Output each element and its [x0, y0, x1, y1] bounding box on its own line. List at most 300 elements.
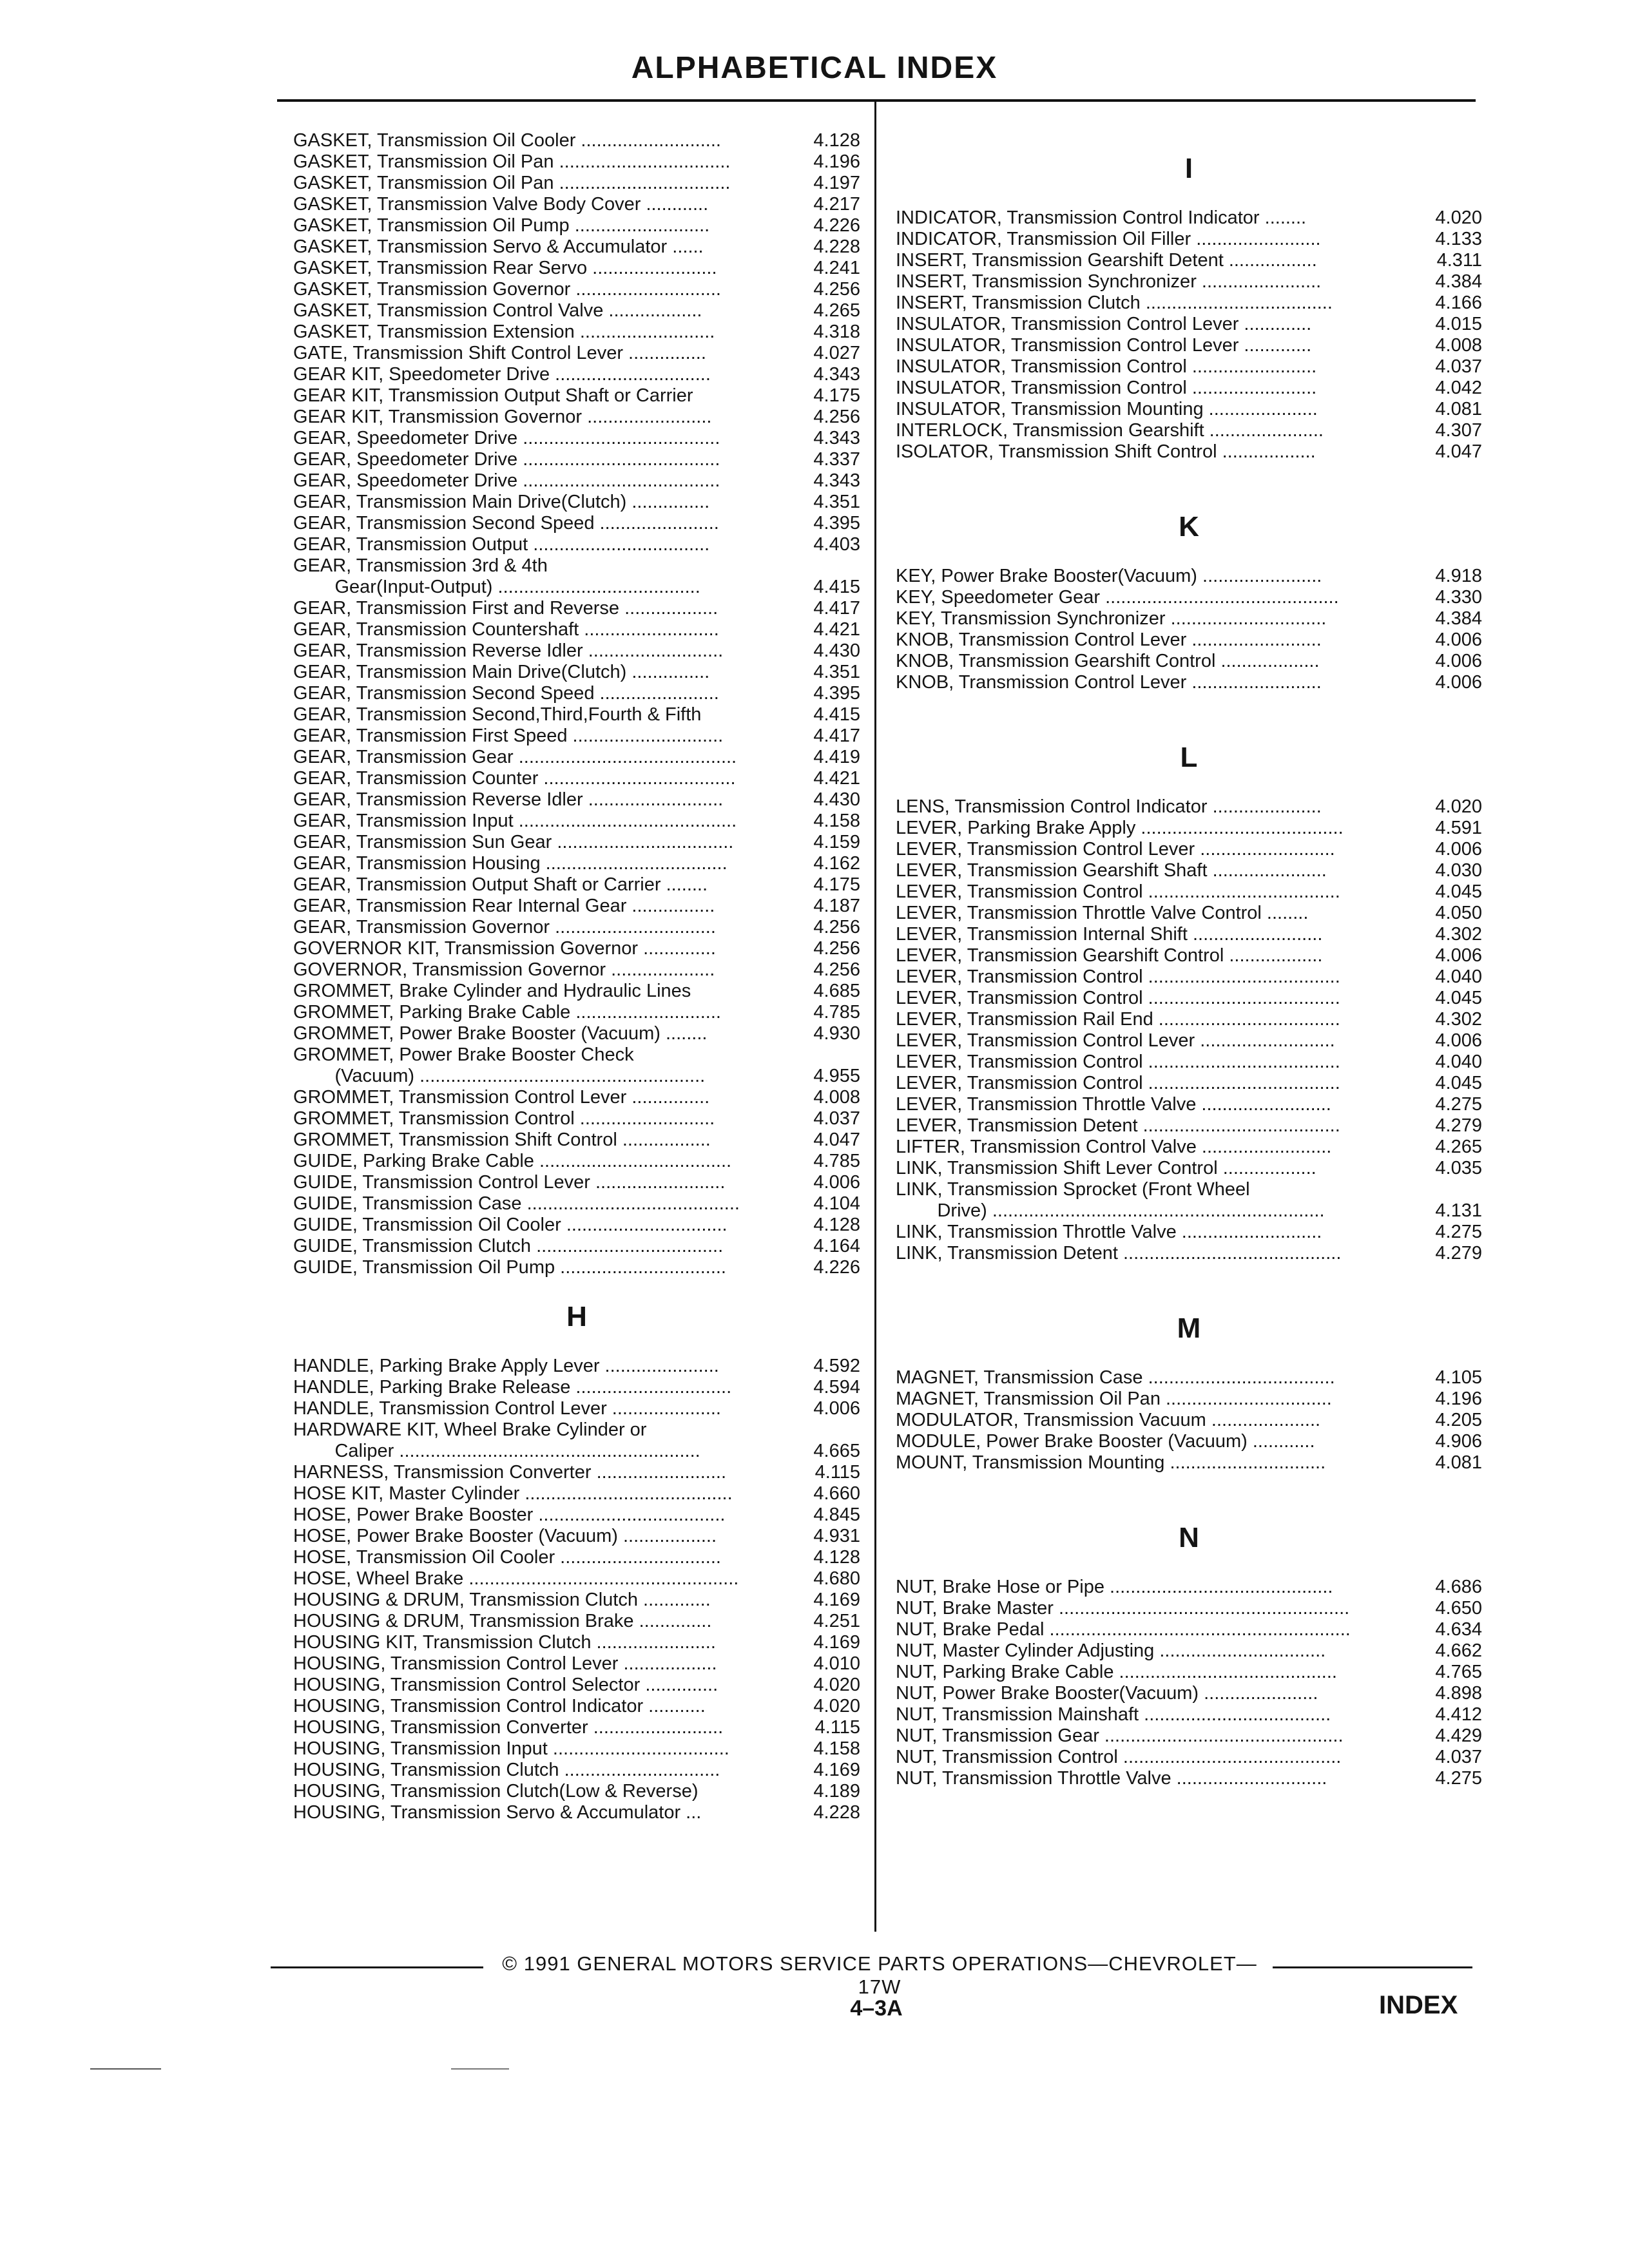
entry-text: GOVERNOR, Transmission Governor .................... [293, 959, 715, 980]
index-entry [896, 924, 1482, 945]
index-entry [896, 1683, 1482, 1704]
entry-page-ref: 4.175 [813, 385, 860, 406]
entry-page-ref: 4.020 [813, 1696, 860, 1716]
entry-text: NUT, Parking Brake Cable .......................................... [896, 1662, 1337, 1682]
index-entry [293, 1151, 860, 1172]
entry-page-ref: 4.275 [1435, 1094, 1482, 1115]
entry-page-ref: 4.419 [813, 747, 860, 767]
entry-page-ref: 4.931 [813, 1526, 860, 1546]
entry-page-ref: 4.660 [813, 1483, 860, 1504]
entry-page-ref: 4.665 [813, 1441, 860, 1461]
entry-text: KEY, Transmission Synchronizer .............................. [896, 608, 1327, 629]
entry-text: GEAR, Transmission Housing ................................... [293, 853, 728, 874]
entry-text: INSULATOR, Transmission Control Lever ............. [896, 314, 1312, 334]
section-k-entries [896, 566, 1482, 693]
index-entry [293, 789, 860, 811]
entry-text: GOVERNOR KIT, Transmission Governor .............. [293, 938, 716, 959]
entry-page-ref: 4.047 [813, 1129, 860, 1150]
index-entry [896, 1619, 1482, 1640]
section-m-entries [896, 1367, 1482, 1474]
index-entry [293, 1802, 860, 1823]
entry-text: GEAR, Transmission Counter ..................................... [293, 768, 736, 789]
entry-page-ref: 4.251 [813, 1611, 860, 1631]
entry-page-ref: 4.187 [813, 896, 860, 916]
index-entry [896, 587, 1482, 608]
entry-text: LEVER, Transmission Rail End ................................... [896, 1009, 1340, 1030]
entry-page-ref: 4.035 [1435, 1158, 1482, 1178]
entry-text: GEAR KIT, Transmission Governor ........................ [293, 407, 712, 427]
index-entry [293, 1257, 860, 1278]
entry-page-ref: 4.196 [813, 151, 860, 172]
index-entry [293, 917, 860, 938]
index-entry [293, 236, 860, 258]
entry-text: GEAR, Speedometer Drive ...................................... [293, 470, 720, 491]
entry-text: HOUSING KIT, Transmission Clutch ....................... [293, 1632, 716, 1653]
entry-text: GUIDE, Transmission Case ......................................... [293, 1193, 740, 1214]
entry-text: LEVER, Transmission Control Lever .......................... [896, 1030, 1335, 1051]
index-entry [293, 1087, 860, 1108]
entry-text: LEVER, Transmission Control Lever .......................... [896, 839, 1335, 860]
index-entry [896, 420, 1482, 441]
entry-text: HOUSING, Transmission Control Selector .............. [293, 1675, 718, 1695]
entry-page-ref: 4.128 [813, 1215, 860, 1235]
index-entry [896, 1179, 1482, 1200]
index-entry [896, 441, 1482, 463]
index-entry [293, 513, 860, 534]
index-entry [896, 1200, 1482, 1222]
index-entry [293, 1568, 860, 1590]
entry-text: GEAR, Transmission Output .................................. [293, 534, 710, 555]
entry-page-ref: 4.105 [1435, 1367, 1482, 1388]
page-number: 4–3A [850, 1996, 903, 2021]
index-entry [293, 1547, 860, 1568]
entry-text: MAGNET, Transmission Case .................................... [896, 1367, 1335, 1388]
entry-page-ref: 4.785 [813, 1151, 860, 1171]
section-n-entries [896, 1577, 1482, 1789]
index-entry [896, 1243, 1482, 1264]
entry-page-ref: 4.175 [813, 874, 860, 895]
entry-page-ref: 4.417 [813, 598, 860, 619]
entry-text: GEAR, Transmission Gear .......................................... [293, 747, 737, 767]
entry-page-ref: 4.256 [813, 407, 860, 427]
entry-page-ref: 4.010 [813, 1653, 860, 1674]
entry-text: LEVER, Transmission Detent ...................................... [896, 1115, 1340, 1136]
entry-text: GASKET, Transmission Governor ............................ [293, 279, 721, 300]
entry-text: GROMMET, Power Brake Booster (Vacuum) ........ [293, 1023, 708, 1044]
entry-text: LEVER, Transmission Control ..................................... [896, 966, 1340, 987]
entry-page-ref: 4.045 [1435, 881, 1482, 902]
index-entry [293, 343, 860, 364]
entry-page-ref: 4.330 [1435, 587, 1482, 608]
entry-text: HOUSING, Transmission Clutch(Low & Reverse) [293, 1781, 699, 1802]
index-entry [896, 881, 1482, 903]
index-entry [293, 322, 860, 343]
scan-mark [451, 2068, 509, 2070]
entry-text: HOUSING, Transmission Converter ......................... [293, 1717, 724, 1738]
index-entry [896, 903, 1482, 924]
index-entry [293, 1483, 860, 1504]
entry-page-ref: 4.226 [813, 1257, 860, 1278]
index-entry [293, 1002, 860, 1023]
entry-text: NUT, Brake Master ........................................................ [896, 1598, 1350, 1619]
entry-page-ref: 4.020 [1435, 796, 1482, 817]
index-entry [896, 818, 1482, 839]
entry-page-ref: 4.311 [1436, 250, 1482, 271]
index-entry [293, 981, 860, 1002]
entry-text: LEVER, Transmission Throttle Valve Control ........ [896, 903, 1309, 923]
entry-text: HOUSING, Transmission Servo & Accumulator ... [293, 1802, 702, 1823]
entry-text: INDICATOR, Transmission Oil Filler ........................ [896, 229, 1321, 249]
index-entry [896, 839, 1482, 860]
index-entry [896, 608, 1482, 629]
entry-text: LEVER, Transmission Internal Shift ......................... [896, 924, 1323, 945]
index-entry [293, 407, 860, 428]
entry-text: GEAR, Transmission Countershaft .......................... [293, 619, 719, 640]
entry-page-ref: 4.785 [813, 1002, 860, 1023]
index-entry [293, 768, 860, 789]
index-entry [293, 1781, 860, 1802]
entry-page-ref: 4.256 [813, 279, 860, 300]
index-entry [293, 449, 860, 470]
entry-text: GASKET, Transmission Servo & Accumulator ...... [293, 236, 704, 257]
entry-page-ref: 4.384 [1435, 271, 1482, 292]
index-entry [896, 672, 1482, 693]
section-letter-h: H [566, 1301, 587, 1332]
entry-page-ref: 4.845 [813, 1504, 860, 1525]
entry-text: LEVER, Transmission Control ..................................... [896, 1073, 1340, 1093]
section-gap [896, 463, 1482, 488]
index-entry [293, 130, 860, 151]
index-entry [896, 1367, 1482, 1389]
entry-text: MODULE, Power Brake Booster (Vacuum) ............ [896, 1431, 1315, 1452]
entry-page-ref: 4.006 [1435, 945, 1482, 966]
entry-page-ref: 4.169 [813, 1760, 860, 1780]
index-entry [293, 1738, 860, 1760]
entry-text: HARNESS, Transmission Converter ......................... [293, 1462, 727, 1483]
entry-text: GEAR KIT, Speedometer Drive .............................. [293, 364, 711, 385]
left-entries [293, 130, 860, 1278]
entry-page-ref: 4.384 [1435, 608, 1482, 629]
index-entry [293, 1653, 860, 1675]
section-letter-l: L [1180, 742, 1198, 773]
entry-page-ref: 4.415 [813, 577, 860, 597]
entry-page-ref: 4.275 [1435, 1768, 1482, 1789]
entry-text: LEVER, Parking Brake Apply ....................................... [896, 818, 1344, 838]
index-entry [293, 853, 860, 874]
index-entry [896, 1009, 1482, 1030]
index-entry [293, 726, 860, 747]
entry-page-ref: 4.279 [1435, 1243, 1482, 1264]
entry-text: NUT, Brake Hose or Pipe ........................................... [896, 1577, 1333, 1597]
entry-text: GEAR, Transmission Reverse Idler .......................... [293, 640, 724, 661]
entry-text: GEAR, Transmission Second Speed ....................... [293, 683, 719, 704]
index-entry [896, 1577, 1482, 1598]
entry-page-ref: 4.765 [1435, 1662, 1482, 1682]
entry-page-ref: 4.337 [813, 449, 860, 470]
entry-page-ref: 4.228 [813, 1802, 860, 1823]
entry-text: HARDWARE KIT, Wheel Brake Cylinder or [293, 1419, 647, 1440]
section-letter-n: N [1179, 1522, 1199, 1553]
entry-text: NUT, Master Cylinder Adjusting ................................ [896, 1640, 1326, 1661]
index-entry [896, 293, 1482, 314]
index-entry [293, 173, 860, 194]
entry-page-ref: 4.241 [813, 258, 860, 278]
entry-text: LEVER, Transmission Control ..................................... [896, 1052, 1340, 1072]
index-entry [293, 364, 860, 385]
entry-text: HOSE, Transmission Oil Cooler ............................... [293, 1547, 721, 1568]
index-entry [896, 1640, 1482, 1662]
entry-text: NUT, Brake Pedal .......................................................... [896, 1619, 1351, 1640]
entry-text: (Vacuum) ....................................................... [293, 1066, 706, 1086]
entry-page-ref: 4.594 [813, 1377, 860, 1398]
index-entry [293, 1419, 860, 1441]
entry-text: GASKET, Transmission Oil Cooler ........................... [293, 130, 721, 151]
index-entry [293, 1023, 860, 1044]
entry-page-ref: 4.162 [813, 853, 860, 874]
entry-text: HANDLE, Transmission Control Lever ..................... [293, 1398, 721, 1419]
entry-page-ref: 4.686 [1435, 1577, 1482, 1597]
index-entry [293, 1066, 860, 1087]
entry-page-ref: 4.421 [813, 768, 860, 789]
entry-page-ref: 4.430 [813, 640, 860, 661]
entry-text: GEAR, Transmission Governor ............................... [293, 917, 716, 937]
index-entry [896, 1094, 1482, 1115]
entry-text: INSULATOR, Transmission Control Lever ............. [896, 335, 1312, 356]
entry-text: LEVER, Transmission Gearshift Control .................. [896, 945, 1323, 966]
index-entry [896, 1598, 1482, 1619]
entry-text: HOSE KIT, Master Cylinder ........................................ [293, 1483, 733, 1504]
index-entry [293, 1356, 860, 1377]
index-entry [293, 1172, 860, 1193]
entry-text: GASKET, Transmission Rear Servo ........................ [293, 258, 717, 278]
index-entry [896, 399, 1482, 420]
entry-text: GUIDE, Transmission Clutch .................................... [293, 1236, 724, 1256]
entry-text: HOSE, Wheel Brake .................................................... [293, 1568, 739, 1589]
entry-text: LINK, Transmission Detent .......................................... [896, 1243, 1342, 1264]
index-entry [293, 492, 860, 513]
entry-page-ref: 4.256 [813, 959, 860, 980]
entry-text: LEVER, Transmission Control ..................................... [896, 988, 1340, 1008]
entry-text: Drive) ................................................................ [896, 1200, 1325, 1221]
entry-text: GEAR KIT, Transmission Output Shaft or Carrier [293, 385, 693, 406]
entry-page-ref: 4.006 [1435, 651, 1482, 671]
entry-page-ref: 4.318 [813, 322, 860, 342]
entry-page-ref: 4.256 [813, 938, 860, 959]
entry-page-ref: 4.591 [1435, 818, 1482, 838]
entry-page-ref: 4.008 [813, 1087, 860, 1108]
entry-page-ref: 4.918 [1435, 566, 1482, 586]
entry-page-ref: 4.037 [1435, 1747, 1482, 1767]
index-entry [896, 1768, 1482, 1789]
entry-page-ref: 4.217 [813, 194, 860, 215]
entry-page-ref: 4.081 [1435, 1452, 1482, 1473]
entry-page-ref: 4.006 [813, 1398, 860, 1419]
entry-text: KEY, Speedometer Gear ............................................. [896, 587, 1339, 608]
entry-page-ref: 4.030 [1435, 860, 1482, 881]
entry-text: GASKET, Transmission Oil Pan ................................. [293, 173, 731, 193]
index-entry [293, 747, 860, 768]
index-entry [896, 1389, 1482, 1410]
entry-text: GROMMET, Transmission Control .......................... [293, 1108, 715, 1129]
entry-text: GEAR, Speedometer Drive ...................................... [293, 428, 720, 448]
entry-page-ref: 4.279 [1435, 1115, 1482, 1136]
entry-page-ref: 4.006 [1435, 629, 1482, 650]
entry-page-ref: 4.343 [813, 364, 860, 385]
section-gap [896, 1474, 1482, 1499]
entry-text: Caliper .......................................................... [293, 1441, 700, 1461]
index-entry [293, 832, 860, 853]
index-entry [293, 215, 860, 236]
entry-page-ref: 4.042 [1435, 378, 1482, 398]
entry-page-ref: 4.680 [813, 1568, 860, 1589]
entry-page-ref: 4.133 [1435, 229, 1482, 249]
index-entry [896, 566, 1482, 587]
entry-page-ref: 4.650 [1435, 1598, 1482, 1619]
index-entry [896, 1158, 1482, 1179]
scan-mark [90, 2068, 161, 2070]
index-entry [896, 988, 1482, 1009]
entry-text: INSULATOR, Transmission Control ........................ [896, 356, 1317, 377]
entry-text: HOUSING, Transmission Control Indicator ........... [293, 1696, 706, 1716]
column-divider [874, 102, 876, 1932]
index-entry [293, 300, 860, 322]
index-entry [896, 966, 1482, 988]
entry-text: GUIDE, Transmission Oil Cooler ............................... [293, 1215, 728, 1235]
right-column [896, 130, 1482, 1789]
index-entry [896, 1410, 1482, 1431]
entry-text: HANDLE, Parking Brake Apply Lever ...................... [293, 1356, 719, 1376]
entry-text: GASKET, Transmission Valve Body Cover ............ [293, 194, 709, 215]
entry-text: GASKET, Transmission Extension .......................... [293, 322, 715, 342]
entry-text: GEAR, Transmission First and Reverse .................. [293, 598, 718, 619]
index-entry [896, 1431, 1482, 1452]
entry-text: INSULATOR, Transmission Mounting ..................... [896, 399, 1318, 419]
section-letter-i: I [1184, 153, 1193, 184]
entry-text: KNOB, Transmission Control Lever ......................... [896, 672, 1322, 693]
entry-text: GROMMET, Power Brake Booster Check [293, 1044, 634, 1065]
entry-page-ref: 4.081 [1435, 399, 1482, 419]
section-i-entries [896, 207, 1482, 463]
entry-page-ref: 4.429 [1435, 1725, 1482, 1746]
entry-page-ref: 4.006 [1435, 672, 1482, 693]
index-entry [293, 151, 860, 173]
index-entry [293, 640, 860, 662]
index-entry [896, 250, 1482, 271]
entry-page-ref: 4.955 [813, 1066, 860, 1086]
index-entry [896, 1137, 1482, 1158]
entry-text: GUIDE, Transmission Control Lever ......................... [293, 1172, 726, 1193]
index-entry [293, 555, 860, 577]
entry-page-ref: 4.115 [815, 1717, 860, 1738]
entry-page-ref: 4.634 [1435, 1619, 1482, 1640]
entry-text: LIFTER, Transmission Control Valve ......................... [896, 1137, 1332, 1157]
entry-text: NUT, Transmission Gear .............................................. [896, 1725, 1344, 1746]
entry-text: GEAR, Transmission First Speed ............................. [293, 726, 724, 746]
entry-text: GROMMET, Parking Brake Cable ............................ [293, 1002, 721, 1023]
index-entry [293, 279, 860, 300]
entry-text: GEAR, Transmission Sun Gear .................................. [293, 832, 734, 852]
entry-text: INDICATOR, Transmission Control Indicator ........ [896, 207, 1307, 228]
entry-page-ref: 4.906 [1435, 1431, 1482, 1452]
entry-page-ref: 4.302 [1435, 1009, 1482, 1030]
index-entry [293, 258, 860, 279]
entry-page-ref: 4.256 [813, 917, 860, 937]
index-entry [896, 271, 1482, 293]
entry-text: GASKET, Transmission Oil Pump .......................... [293, 215, 710, 236]
index-entry [896, 1725, 1482, 1747]
entry-page-ref: 4.166 [1435, 293, 1482, 313]
entry-page-ref: 4.307 [1435, 420, 1482, 441]
section-l-entries [896, 796, 1482, 1264]
index-entry [896, 229, 1482, 250]
entry-text: HOUSING, Transmission Clutch .............................. [293, 1760, 720, 1780]
entry-page-ref: 4.403 [813, 534, 860, 555]
entry-text: GEAR, Transmission Rear Internal Gear ................ [293, 896, 715, 916]
entry-text: INSERT, Transmission Clutch .................................... [896, 293, 1333, 313]
index-entry [293, 1611, 860, 1632]
index-entry [293, 1696, 860, 1717]
entry-page-ref: 4.006 [1435, 839, 1482, 860]
index-entry [896, 1704, 1482, 1725]
entry-page-ref: 4.417 [813, 726, 860, 746]
index-entry [293, 662, 860, 683]
index-entry [293, 385, 860, 407]
entry-text: KNOB, Transmission Control Lever ......................... [896, 629, 1322, 650]
index-entry [896, 796, 1482, 818]
entry-page-ref: 4.351 [813, 662, 860, 682]
entry-text: GEAR, Transmission Reverse Idler .......................... [293, 789, 724, 810]
entry-page-ref: 4.395 [813, 683, 860, 704]
entry-text: MAGNET, Transmission Oil Pan ................................ [896, 1389, 1332, 1409]
left-column [293, 130, 860, 1823]
entry-page-ref: 4.430 [813, 789, 860, 810]
index-entry [896, 860, 1482, 881]
entry-page-ref: 4.592 [813, 1356, 860, 1376]
entry-text: MODULATOR, Transmission Vacuum ..................... [896, 1410, 1321, 1430]
entry-text: INTERLOCK, Transmission Gearshift ...................... [896, 420, 1324, 441]
entry-text: GEAR, Speedometer Drive ...................................... [293, 449, 720, 470]
entry-page-ref: 4.037 [1435, 356, 1482, 377]
index-entry [293, 938, 860, 959]
entry-text: GEAR, Transmission Second,Third,Fourth & Fifth [293, 704, 702, 725]
entry-text: INSERT, Transmission Gearshift Detent ................. [896, 250, 1317, 271]
index-entry [293, 1193, 860, 1215]
section-label: INDEX [1379, 1991, 1458, 2019]
entry-text: GUIDE, Parking Brake Cable ..................................... [293, 1151, 732, 1171]
entry-page-ref: 4.351 [813, 492, 860, 512]
index-entry [293, 1462, 860, 1483]
entry-text: MOUNT, Transmission Mounting .............................. [896, 1452, 1326, 1473]
index-entry [896, 651, 1482, 672]
index-entry [896, 1222, 1482, 1243]
entry-page-ref: 4.037 [813, 1108, 860, 1129]
index-entry [896, 629, 1482, 651]
index-entry [896, 1662, 1482, 1683]
entry-page-ref: 4.020 [1435, 207, 1482, 228]
entry-page-ref: 4.395 [813, 513, 860, 533]
footer-rule-right [1273, 1966, 1472, 1968]
index-entry [896, 1030, 1482, 1052]
entry-text: NUT, Power Brake Booster(Vacuum) ...................... [896, 1683, 1318, 1704]
entry-page-ref: 4.131 [1435, 1200, 1482, 1221]
entry-page-ref: 4.343 [813, 428, 860, 448]
index-entry [293, 619, 860, 640]
entry-page-ref: 4.189 [813, 1781, 860, 1802]
entry-text: HANDLE, Parking Brake Release .............................. [293, 1377, 732, 1398]
page-title: ALPHABETICAL INDEX [631, 51, 998, 85]
entry-page-ref: 4.027 [813, 343, 860, 363]
index-entry [293, 1632, 860, 1653]
